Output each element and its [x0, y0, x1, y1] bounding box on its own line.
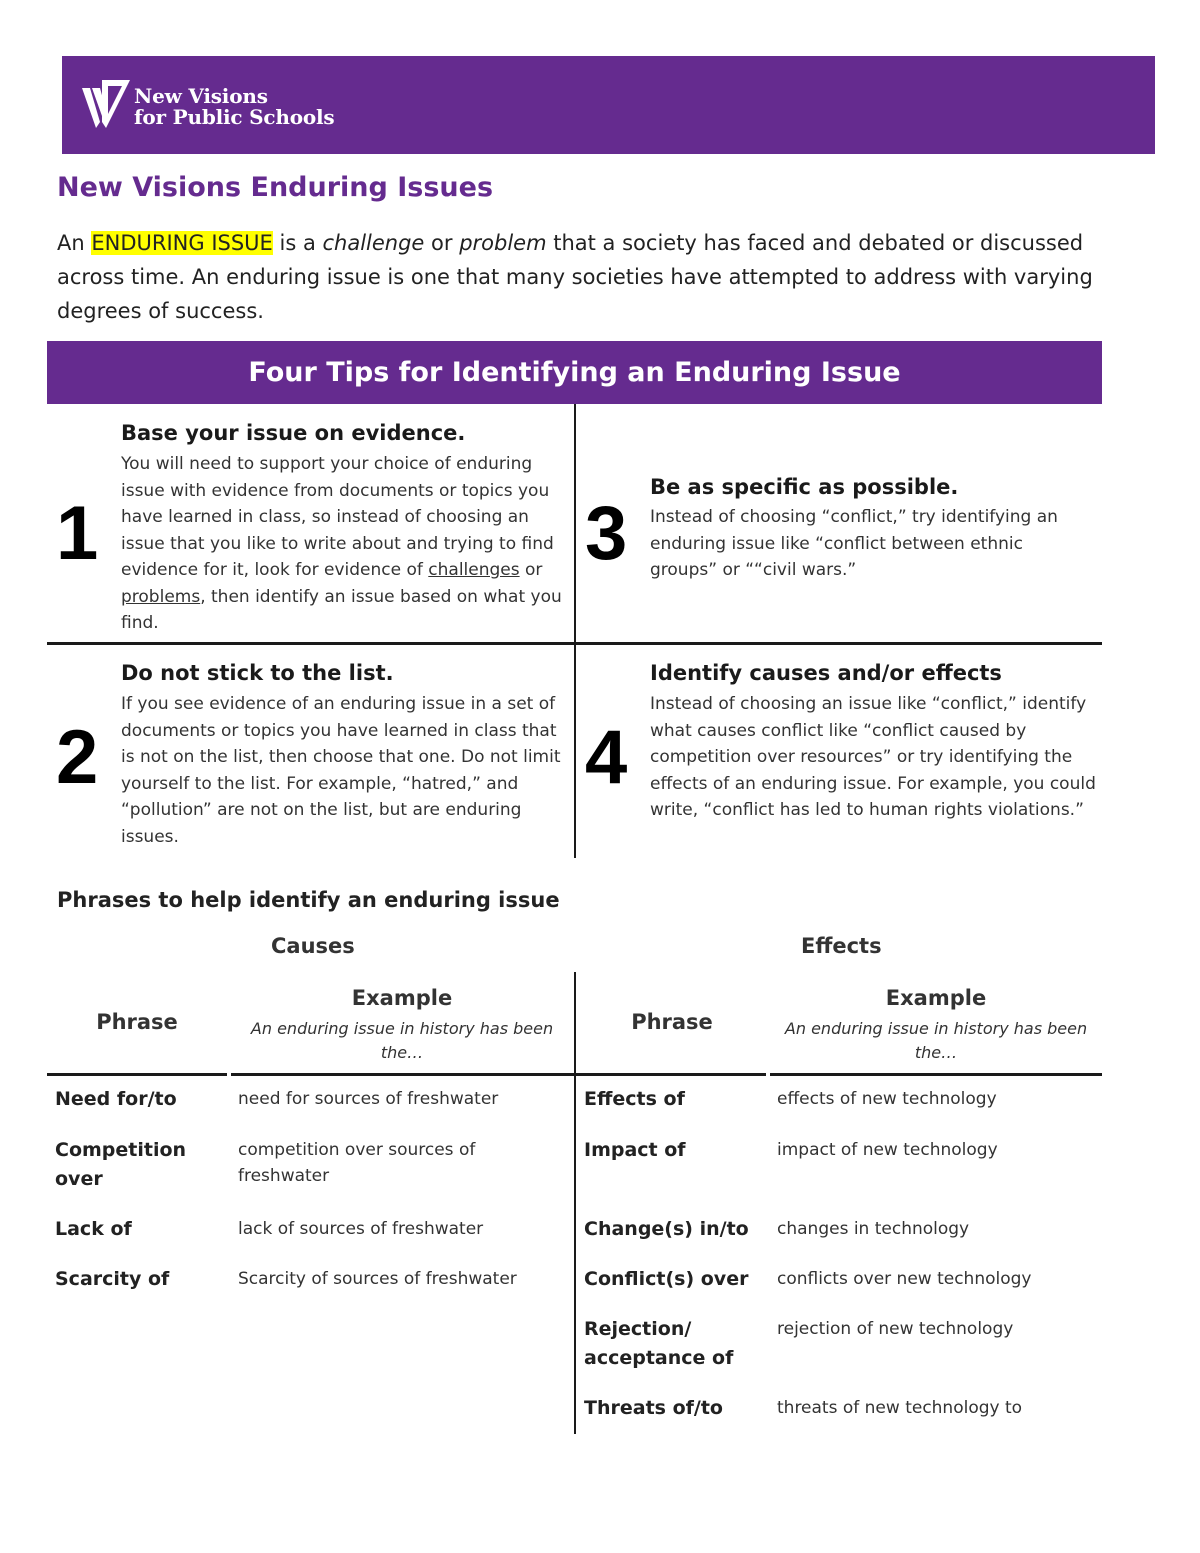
page-title: New Visions Enduring Issues — [57, 172, 494, 203]
effects-col-phrase: Phrase — [631, 1010, 713, 1034]
tip-1-body — [121, 451, 569, 637]
phrases-divider-vertical — [574, 972, 576, 1434]
tip-4-number: 4 — [585, 715, 628, 800]
causes-example-underline — [231, 1073, 574, 1076]
tips-divider-horizontal — [47, 642, 1102, 645]
effects-row-6-phrase: Threats of/to — [584, 1397, 723, 1419]
causes-row-1-phrase: Need for/to — [55, 1088, 177, 1110]
causes-row-4-phrase: Scarcity of — [55, 1268, 170, 1290]
causes-col-example: Example — [351, 986, 453, 1010]
tip-1-number: 1 — [56, 491, 99, 576]
tip-1-underline-challenges: challenges — [428, 560, 520, 580]
causes-phrase-underline — [47, 1073, 227, 1076]
tip-1-text-c: , then identify an issue based on what you find. — [121, 586, 562, 633]
effects-col-example-sub: An enduring issue in history has been the… — [784, 1019, 1088, 1062]
tip-2-body: If you see evidence of an enduring issue in a set of documents or topics you have learned in class that is not on the list, then choose that one. Do not limit yourself to the list. For example, “hatred,” and “pollution” are not on the list, but are enduring issues. — [121, 694, 561, 847]
tip-3-body: Instead of choosing “conflict,” try identifying an enduring issue like “conflict between ethnic groups” or ““civil wars.” — [650, 507, 1058, 580]
tip-2-number: 2 — [56, 715, 99, 800]
intro-highlight: ENDURING ISSUE — [91, 231, 273, 255]
intro-em-challenge: challenge — [322, 231, 425, 255]
tip-1-text-b: or — [519, 560, 543, 580]
effects-row-5-example: rejection of new technology — [777, 1319, 1014, 1339]
tip-1-text-a: You will need to support your choice of enduring issue with evidence from documents or topics you have learned in class, so instead of choosing an issue that you like to write about and trying to find evidence for it, look for evidence of — [121, 454, 554, 580]
effects-row-1-phrase: Effects of — [584, 1088, 685, 1110]
tips-divider-vertical — [574, 404, 576, 858]
tip-2-title: Do not stick to the list. — [121, 661, 394, 685]
logo-wordmark — [134, 86, 334, 128]
effects-row-2-example: impact of new technology — [777, 1140, 998, 1160]
effects-row-3-phrase: Change(s) in/to — [584, 1218, 749, 1240]
tip-3-number: 3 — [585, 491, 628, 576]
tip-1-title: Base your issue on evidence. — [121, 421, 466, 445]
logo-line-1: New Visions — [134, 84, 268, 108]
phrases-heading: Phrases to help identify an enduring issue — [57, 888, 560, 912]
causes-row-3-example: lack of sources of freshwater — [238, 1219, 484, 1239]
effects-row-5-phrase: Rejection/ acceptance of — [584, 1318, 734, 1369]
intro-text-4: that a society has faced and debated or discussed across time. An enduring issue is one that many societies have attempted to address with varying degrees of success. — [57, 231, 1093, 323]
causes-row-2-example: competition over sources of freshwater — [238, 1140, 476, 1186]
tip-3-title: Be as specific as possible. — [650, 475, 959, 499]
tip-1-underline-problems: problems — [121, 586, 201, 607]
new-visions-logo-icon — [78, 76, 134, 132]
tip-4-body: Instead of choosing an issue like “conflict,” identify what causes conflict like “conflict caused by competition over resources” or try identifying the effects of an enduring issue. For example, you could write, “conflict has led to human rights violations.” — [650, 694, 1096, 820]
causes-row-2-phrase: Competition over — [55, 1139, 187, 1190]
causes-col-example-sub: An enduring issue in history has been the… — [250, 1019, 554, 1062]
causes-col-phrase: Phrase — [96, 1010, 178, 1034]
effects-row-4-example: conflicts over new technology — [777, 1269, 1032, 1289]
logo-line-2: for Public Schools — [134, 105, 335, 129]
effects-row-1-example: effects of new technology — [777, 1089, 997, 1109]
causes-row-3-phrase: Lack of — [55, 1218, 132, 1240]
effects-label: Effects — [801, 934, 882, 958]
effects-col-example: Example — [885, 986, 987, 1010]
tip-4-title: Identify causes and/or effects — [650, 661, 1002, 685]
intro-text-2: is a — [272, 231, 323, 255]
effects-example-underline — [770, 1073, 1102, 1076]
effects-row-6-example: threats of new technology to — [777, 1398, 1023, 1418]
effects-row-4-phrase: Conflict(s) over — [584, 1268, 749, 1290]
effects-row-2-phrase: Impact of — [584, 1139, 686, 1161]
causes-row-1-example: need for sources of freshwater — [238, 1089, 499, 1109]
intro-em-problem: problem — [459, 231, 547, 255]
tips-heading: Four Tips for Identifying an Enduring Issue — [47, 341, 1102, 404]
intro-paragraph — [57, 226, 1157, 328]
effects-phrase-underline — [576, 1073, 766, 1076]
effects-row-3-example: changes in technology — [777, 1219, 970, 1239]
intro-text-1: An — [57, 231, 92, 255]
causes-label: Causes — [271, 934, 355, 958]
causes-row-4-example: Scarcity of sources of freshwater — [238, 1269, 517, 1289]
intro-text-3: or — [424, 231, 460, 255]
